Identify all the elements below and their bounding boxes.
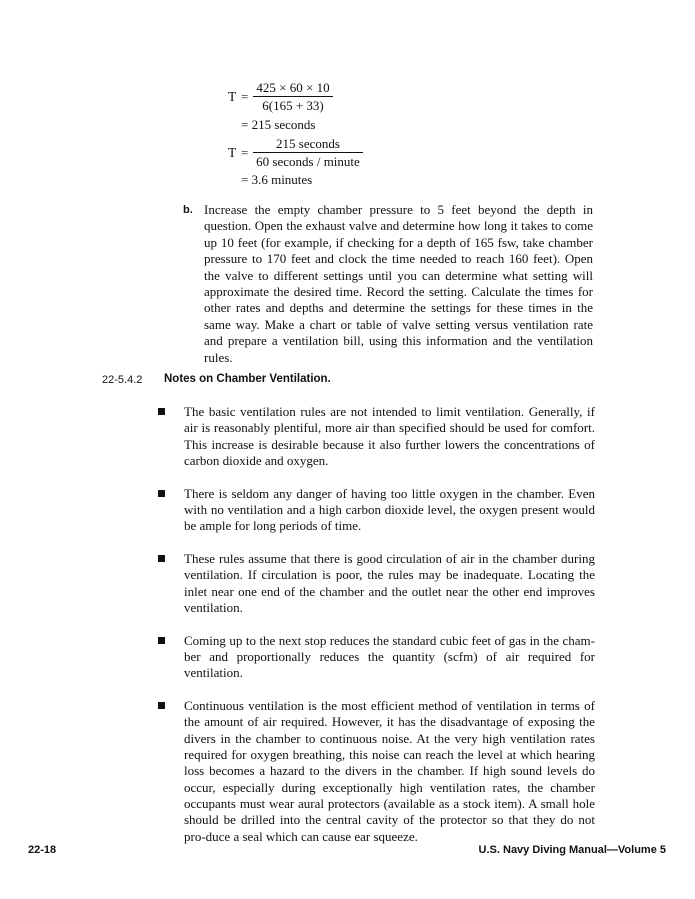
- bullet-item: [158, 633, 595, 682]
- bullet-item: [158, 486, 595, 535]
- bullet-square-icon: [158, 637, 165, 644]
- bullet-text: There is seldom any danger of having too little oxygen in the chamber. Even with no ventilation and a high carbon dioxide level, the oxygen present would be ample for long periods of time.: [184, 485, 595, 534]
- section-title: Notes on Chamber Ventilation.: [164, 373, 331, 385]
- bullet-square-icon: [158, 490, 165, 497]
- bullet-square-icon: [158, 408, 165, 415]
- bullet-item: [158, 551, 595, 616]
- section-number: 22-5.4.2: [102, 374, 143, 386]
- bullet-text: These rules assume that there is good circulation of air in the chamber during ventilation. If circulation is poor, the rules may be inadequate. Locating the inlet near one end of the chamber and the outlet near the other end improves ventilation.: [184, 551, 595, 615]
- equation-2-denominator: 60 seconds / minute: [256, 154, 360, 169]
- bullet-item: [158, 404, 595, 469]
- footer-title: U.S. Navy Diving Manual—Volume 5: [478, 844, 666, 856]
- equation-1-equals: =: [241, 89, 249, 104]
- bullet-square-icon: [158, 555, 165, 562]
- equation-1-denominator: 6(165 + 33): [262, 98, 324, 113]
- bullet-list: [158, 404, 595, 861]
- equation-1-result: = 215 seconds: [241, 117, 316, 132]
- equation-2-result: = 3.6 minutes: [241, 172, 313, 187]
- equation-1-lhs: T: [228, 89, 237, 104]
- equation-1-numerator: 425 × 60 × 10: [253, 80, 333, 97]
- equation-2-numerator: 215 seconds: [253, 136, 363, 153]
- equation-2-lhs: T: [228, 145, 237, 160]
- bullet-text: The basic ventilation rules are not intended to limit ventilation. Generally, if air is reasonably plentiful, more air than specified should be used for comfort. This increase is desirable because it also further lowers the concentrations of carbon dioxide and oxygen.: [184, 404, 595, 468]
- equation-2-fraction: [253, 136, 363, 169]
- bullet-square-icon: [158, 702, 165, 709]
- equation-1-fraction: [253, 80, 333, 113]
- equation-2-equals: =: [241, 145, 249, 160]
- list-item-b-text: Increase the empty chamber pressure to 5 feet beyond the depth in question. Open the exhaust valve and determine how long it takes to come up 10 feet (for example, if checking for a depth of 165 fsw, take chamber pressure to 170 feet and clock the time needed to reach 160 feet). Open the valve to different settings until you can determine what setting will approximate the desired time. Record the setting. Calculate the times for other rates and depths and determine the settings for these times in the same way. Make a chart or table of valve setting versus ventilation rate and prepare a ventilation bill, using this information and the ventilation rules.: [204, 202, 593, 365]
- list-item-b-marker: b.: [183, 204, 193, 216]
- list-item-b: [183, 202, 593, 366]
- bullet-item: [158, 698, 595, 845]
- footer-page-number: 22-18: [28, 844, 57, 856]
- bullet-text: Coming up to the next stop reduces the standard cubic feet of gas in the cham-ber and proportionally reduces the quantity (scfm) of air required for ventilation.: [184, 632, 595, 681]
- bullet-text: Continuous ventilation is the most efficient method of ventilation in terms of the amount of air required. However, it has the disadvantage of exposing the divers in the chamber to continuous noise. At the very high ventilation rates required for oxygen breathing, this noise can reach the level at which hearing loss becomes a hazard to the divers in the chamber. If high sound levels do occur, especially during exceptionally high ventilation rates, the chamber occupants must wear aural protectors (available as a stock item). A small hole should be drilled into the central cavity of the protector so that they do not pro-duce a seal which can cause ear squeeze.: [184, 698, 595, 844]
